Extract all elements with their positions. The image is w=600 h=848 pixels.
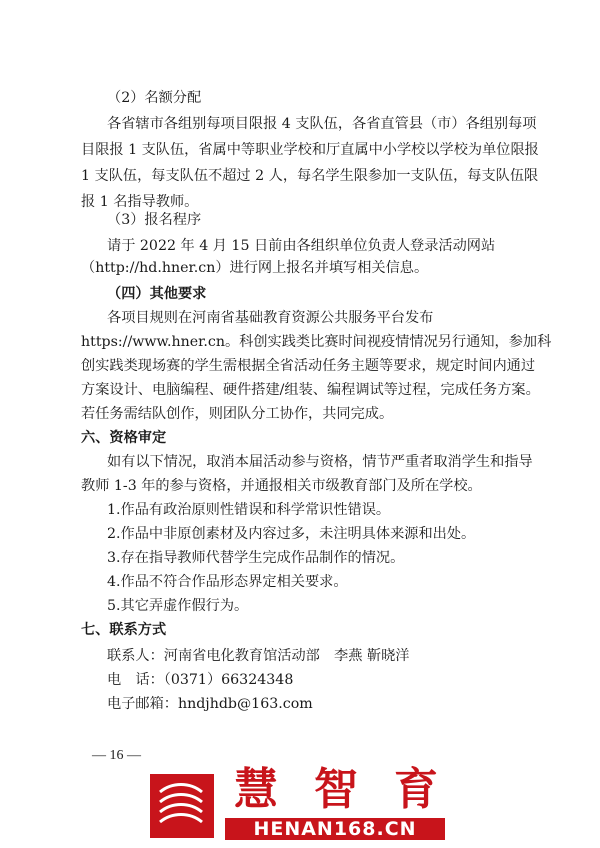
page-number: — 16 — bbox=[92, 748, 141, 763]
list-item: 1.作品有政治原则性错误和科学常识性错误。 bbox=[107, 502, 391, 518]
watermark-char: 育 bbox=[394, 764, 438, 815]
list-item: 4.作品不符合作品形态界定相关要求。 bbox=[107, 574, 348, 590]
watermark-char: 智 bbox=[314, 764, 358, 815]
paragraph-line: 请于 2022 年 4 月 15 日前由各组织单位负责人登录活动网站 bbox=[107, 238, 496, 254]
watermark-logo-icon bbox=[150, 774, 214, 838]
subheading-quota: （2）名额分配 bbox=[107, 90, 202, 106]
paragraph-line: 创实践类现场赛的学生需根据全省活动任务主题等要求，规定时间内通过 bbox=[81, 358, 536, 374]
section-heading-contact: 七、联系方式 bbox=[81, 622, 167, 638]
paragraph-line: 如有以下情况，取消本届活动参与资格，情节严重者取消学生和指导 bbox=[107, 454, 533, 470]
watermark-title bbox=[222, 764, 450, 815]
watermark-url: HENAN168.CN bbox=[225, 818, 445, 840]
watermark-char: 慧 bbox=[234, 764, 278, 815]
paragraph-line: 教师 1-3 年的参与资格，并通报相关市级教育部门及所在学校。 bbox=[81, 478, 482, 494]
paragraph-line: 各项目规则在河南省基础教育资源公共服务平台发布 bbox=[107, 310, 434, 326]
paragraph-line: 报 1 名指导教师。 bbox=[81, 194, 199, 210]
paragraph-line: 若任务需结队创作，则团队分工协作，共同完成。 bbox=[81, 406, 394, 422]
contact-person: 联系人：河南省电化教育馆活动部 李燕 靳晓洋 bbox=[107, 648, 410, 664]
list-item: 3.存在指导教师代替学生完成作品制作的情况。 bbox=[107, 550, 405, 566]
paragraph-line: 方案设计、电脑编程、硬件搭建/组装、编程调试等过程，完成任务方案。 bbox=[81, 382, 540, 398]
paragraph-line: 1 支队伍，每支队伍不超过 2 人，每名学生限参加一支队伍，每支队伍限 bbox=[81, 168, 539, 184]
paragraph-line: 目限报 1 支队伍，省属中等职业学校和厅直属中小学校以学校为单位限报 bbox=[81, 142, 539, 158]
contact-email: 电子邮箱：hndjhdb@163.com bbox=[107, 696, 313, 712]
list-item: 5.其它弄虚作假行为。 bbox=[107, 598, 249, 614]
list-item: 2.作品中非原创素材及内容过多，未注明具体来源和出处。 bbox=[107, 526, 476, 542]
paragraph-line: 各省辖市各组别每项目限报 4 支队伍，各省直管县（市）各组别每项 bbox=[107, 116, 537, 132]
paragraph-line: https://www.hner.cn。科创实践类比赛时间视疫情情况另行通知，参加科 bbox=[81, 334, 552, 350]
section-heading-eligibility: 六、资格审定 bbox=[81, 430, 167, 446]
heading-other-requirements: （四）其他要求 bbox=[107, 286, 207, 302]
subheading-registration: （3）报名程序 bbox=[107, 212, 202, 228]
paragraph-line: （http://hd.hner.cn）进行网上报名并填写相关信息。 bbox=[81, 260, 429, 276]
contact-phone: 电 话：（0371）66324348 bbox=[107, 672, 294, 688]
